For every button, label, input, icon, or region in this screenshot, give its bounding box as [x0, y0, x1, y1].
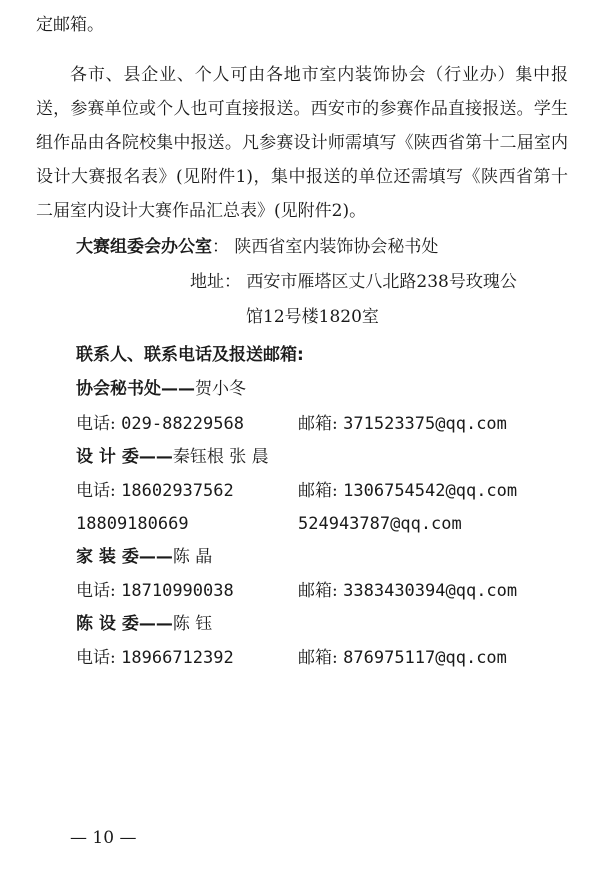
contacts-heading: 联系人、联系电话及报送邮箱: [76, 345, 304, 365]
email-label: 邮箱: [298, 414, 338, 434]
contact-names: 贺小冬 [195, 379, 246, 399]
email-address-secondary: 524943787@qq.com [298, 514, 462, 534]
phone-label: 电话: [76, 481, 116, 501]
contact-phone-row [76, 474, 234, 508]
contact-dept-row [76, 540, 212, 574]
submission-paragraph: 各市、县企业、个人可由各地市室内装饰协会（行业办）集中报送，参赛单位或个人也可直接报送。西安市的参赛作品直接报送。学生组作品由各院校集中报送。凡参赛设计师需填写《陕西省第十二届室内设计大赛报名表》(见附件1)，集中报送的单位还需填写《陕西省第十二届室内设计大赛作品汇总表》(见附件2)。 [36, 65, 568, 221]
contact-dept: 协会秘书处—— [76, 379, 195, 399]
contact-phone-row [76, 641, 234, 675]
phone-label: 电话: [76, 581, 116, 601]
email-address: 3383430394@qq.com [343, 581, 518, 601]
contact-dept-row [76, 440, 269, 474]
contact-dept: 设 计 委—— [76, 447, 173, 467]
email-address: 371523375@qq.com [343, 414, 507, 434]
office-value: ： 陕西省室内装饰协会秘书处 [212, 237, 439, 257]
email-label: 邮箱: [298, 648, 338, 668]
contact-names: 陈 钰 [172, 614, 213, 634]
contact-dept: 家 装 委—— [76, 547, 173, 567]
contact-dept-row [76, 372, 246, 406]
address-label: 地址 [190, 272, 224, 292]
office-row [76, 230, 438, 264]
contact-names: 陈 晶 [172, 547, 213, 567]
contact-email-row [298, 407, 507, 441]
email-address: 876975117@qq.com [343, 648, 507, 668]
phone-number: 029-88229568 [121, 414, 244, 434]
contact-email-row [298, 474, 517, 508]
email-label: 邮箱: [298, 581, 338, 601]
contact-email-row [298, 641, 507, 675]
contact-dept-row [76, 607, 212, 641]
address-row [190, 265, 517, 299]
address-line-2: 馆12号楼1820室 [246, 307, 379, 327]
email-address: 1306754542@qq.com [343, 481, 518, 501]
office-label: 大赛组委会办公室 [76, 237, 212, 257]
phone-label: 电话: [76, 414, 116, 434]
contact-names: 秦钰根 张 晨 [172, 447, 269, 467]
page-number: — 10 — [70, 828, 137, 848]
phone-number: 18710990038 [121, 581, 234, 601]
phone-number: 18966712392 [121, 648, 234, 668]
contact-phone-row [76, 574, 234, 608]
phone-number-secondary: 18809180669 [76, 514, 189, 534]
contact-phone-row [76, 407, 244, 441]
address-line-1: ： 西安市雁塔区丈八北路238号玫瑰公 [224, 272, 517, 292]
phone-number: 18602937562 [121, 481, 234, 501]
phone-label: 电话: [76, 648, 116, 668]
contact-email-row [298, 574, 517, 608]
intro-tail-text: 定邮箱。 [36, 15, 104, 35]
contact-dept: 陈 设 委—— [76, 614, 173, 634]
email-label: 邮箱: [298, 481, 338, 501]
